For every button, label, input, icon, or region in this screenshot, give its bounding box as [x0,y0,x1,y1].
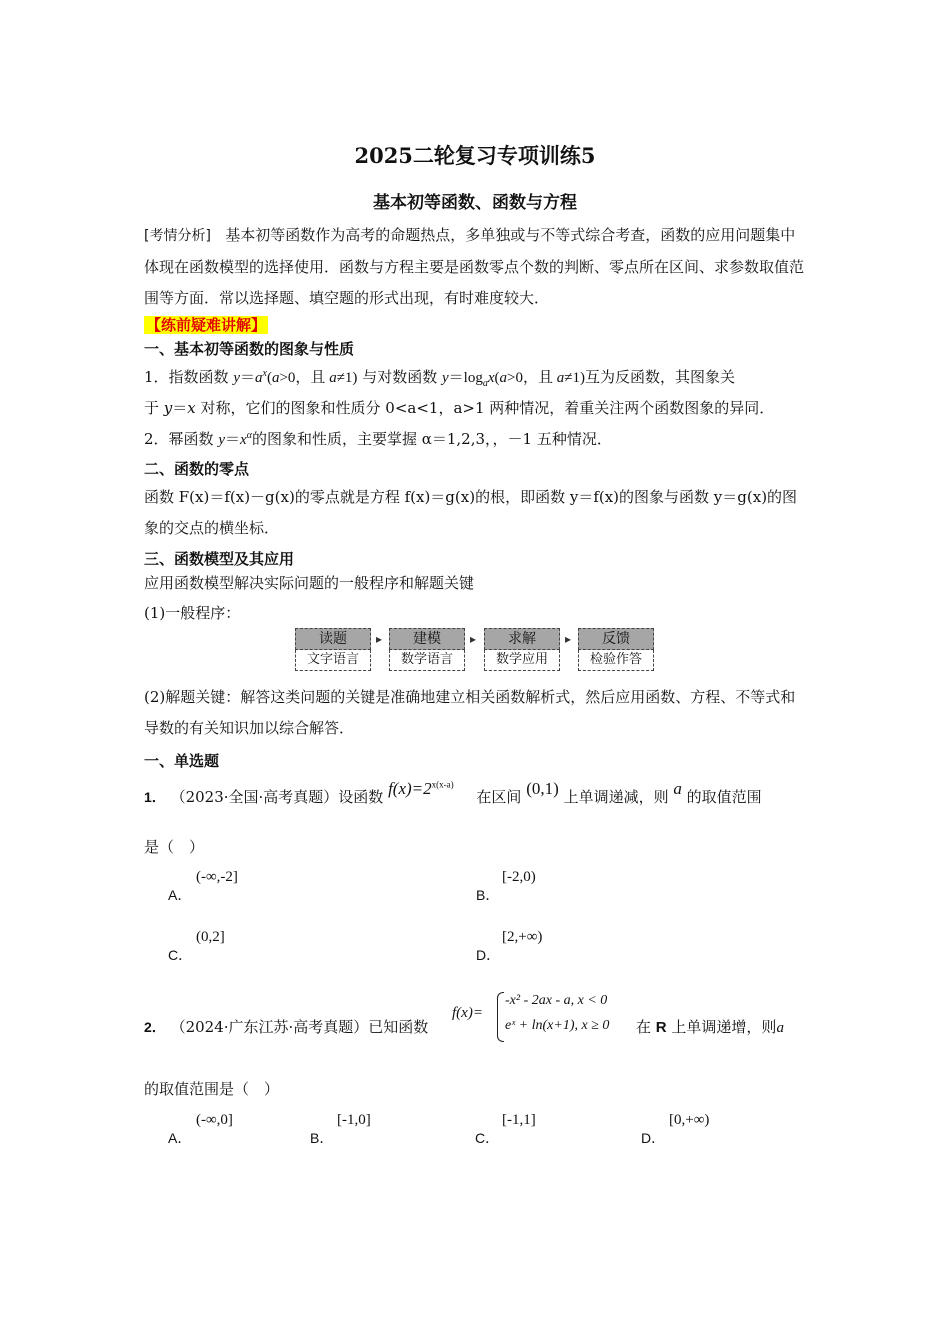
q1-option-b-label[interactable]: B． [476,887,500,903]
q1-option-b-value[interactable]: [-2,0) [502,869,536,885]
item1-prefix: 1．指数函数 [144,368,229,386]
q2-option-a-value[interactable]: (-∞,0] [196,1112,233,1128]
section3-key: (2)解题关键：解答这类问题的关键是准确地建立相关函数解析式，然后应用函数、方程、不等式和导数的有关知识加以综合解答． [144,688,796,737]
section2-heading: 二、函数的零点 [144,460,250,478]
q1-option-a-label[interactable]: A． [168,887,192,903]
flow-step-4 [578,628,654,671]
flow-arrow-2: ▸ [470,632,477,646]
flow-arrow-1: ▸ [376,632,383,646]
log-function: $y=\log_ax(a>0$，且 a≠1) [442,370,585,389]
q2-line2: 的取值范围是（ ） [144,1080,280,1098]
item1-end: 互为反函数，其图象关 [584,368,735,386]
section2-paragraph [144,482,808,544]
exp-function: $y=a^x(a>0$，且 a≠1) [233,368,358,386]
highlight-row [144,314,268,335]
q2-option-d-label[interactable]: D． [641,1130,666,1146]
flow-step-3-top: 求解 [484,628,560,650]
q1-mid: 在区间 [476,788,522,806]
q2-func-lhs [452,1005,483,1022]
q1-end: 上单调递减，则 [563,788,669,806]
section3-heading: 三、函数模型及其应用 [144,550,295,568]
flow-step-4-top: 反馈 [578,628,654,650]
q1-option-d-value[interactable]: [2,+∞) [502,929,543,945]
section3-line1: 应用函数模型解决实际问题的一般程序和解题关键 [144,574,475,592]
q2-func-lhs-text: f(x)= [452,1005,483,1021]
q1-end2: 的取值范围 [686,788,762,806]
section2-prefix: 函数 F(x)＝f(x)－g(x) [144,488,295,506]
flow-arrow-3: ▸ [565,632,572,646]
q2-option-b-value[interactable]: [-1,0] [337,1112,371,1128]
q2-number: 2． [144,1019,166,1035]
q2-option-b-label[interactable]: B． [310,1130,334,1146]
q2-option-d-value[interactable]: [0,+∞) [669,1112,710,1128]
flow-step-1-bottom: 文字语言 [295,650,371,671]
item2-prefix: 2．幂函数 [144,430,214,448]
q2-end: 上单调递增，则 [671,1018,777,1036]
flow-step-2-bottom: 数学语言 [389,650,465,671]
q2-option-a-label[interactable]: A． [168,1130,192,1146]
question-1 [144,779,762,807]
item1-mid: 与对数函数 [362,368,438,386]
page-subtitle: 基本初等函数、函数与方程 [373,193,577,213]
power-function: $y=x^\alpha$ [218,430,252,448]
flow-step-2-top: 建模 [389,628,465,650]
q2-option-c-label[interactable]: C． [475,1130,500,1146]
section3-line2: (1)一般程序： [144,604,241,622]
q1-number: 1． [144,789,166,805]
q1-option-d-label[interactable]: D． [476,947,501,963]
q2-case1: -x² - 2ax - a, x < 0 [505,993,608,1008]
q1-option-a-value[interactable]: (-∞,-2] [196,869,238,885]
q2-brace [497,992,504,1042]
q1-func: f(x)=2 [388,779,432,798]
q1-option-c-label[interactable]: C． [168,947,193,963]
q2-source: （2024·广东江苏·高考真题）已知函数 [170,1018,429,1036]
q1-var: a [673,779,682,798]
highlight-label: 【练前疑难讲解】 [146,316,267,334]
flow-step-1 [295,628,371,671]
flow-step-4-bottom: 检验作答 [578,650,654,671]
q2-case2: eˣ + ln(x+1), x ≥ 0 [505,1018,610,1033]
q1-line2: 是（ ） [144,838,205,856]
section1-item1-line2: 于 y＝x 对称，它们的图象和性质分 0<a<1，a>1 两种情况，着重关注两个函数图象的异同． [144,399,775,417]
section1-item1 [144,366,735,389]
section1-item2 [144,428,612,449]
page-title: 2025二轮复习专项训练5 [354,143,596,168]
q1-exp: x(x-a) [431,779,454,790]
q2-var: a [776,1020,784,1036]
question-2 [144,1016,428,1037]
q1-interval: (0,1) [526,779,559,798]
section2-text: 的零点就是方程 f(x)＝g(x)的根，即函数 y＝f(x)的图象与函数 y＝g(x)的图象的交点的横坐标． [144,488,798,537]
q1-source: （2023·全国·高考真题）设函数 [170,788,384,806]
flow-step-1-top: 读题 [295,628,371,650]
q2-option-c-value[interactable]: [-1,1] [502,1112,536,1128]
flow-step-3-bottom: 数学应用 [484,650,560,671]
q2-mid: 在 [636,1018,652,1036]
q2-tail [636,1016,784,1037]
analysis-text: 基本初等函数作为高考的命题热点，多单独或与不等式综合考查，函数的应用问题集中体现在函数模型的选择使用．函数与方程主要是函数零点个数的判断、零点所在区间、求参数取值范围等方面．常以选择题、填空题的形式出现，有时难度较大． [144,226,805,307]
item2-text: 的图象和性质，主要掌握 α＝1,2,3，，－1 五种情况． [251,430,612,448]
analysis-paragraph [144,220,808,314]
analysis-label: [考情分析] [144,228,211,244]
flow-step-2 [389,628,465,671]
q2-bold-r: R [655,1019,667,1036]
q1-option-c-value[interactable]: (0,2] [196,929,225,945]
section1-heading: 一、基本初等函数的图象与性质 [144,340,355,358]
section4-heading: 一、单选题 [144,752,220,770]
item1-line2-text: 对称，它们的图象和性质分 0<a<1，a>1 两种情况，着重关注两个函数图象的异同． [200,399,775,417]
flow-step-3 [484,628,560,671]
q1-formula [388,779,454,798]
